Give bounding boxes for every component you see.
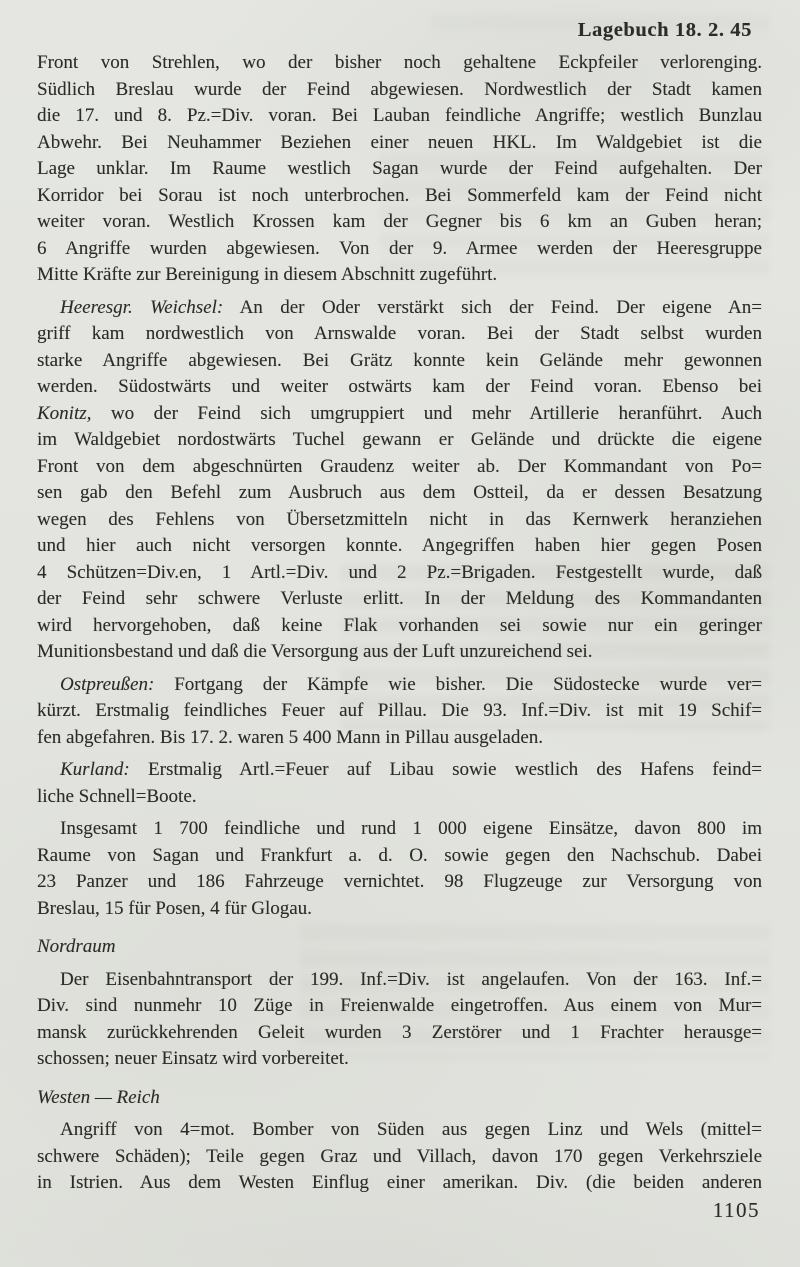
text-line: schwere Schäden); Teile gegen Graz und Villach, davon 170 gegen Verkehrsziele — [37, 1145, 762, 1167]
text-line: Konitz, wo der Feind sich umgruppiert und mehr Artillerie heranführt. Auch — [37, 402, 762, 424]
text-line: der Feind sehr schwere Verluste erlitt. In der Meldung des Kommandanten — [37, 588, 762, 609]
text-line: Westen — Reich — [37, 1086, 160, 1108]
text-line: werden. Südostwärts und weiter ostwärts kam der Feind voran. Ebenso bei — [37, 376, 762, 397]
text-line: liche Schnell=Boote. — [37, 785, 197, 807]
text-line: Front von dem abgeschnürten Graudenz weiter ab. Der Kommandant von Po= — [37, 455, 762, 477]
text-line: Munitionsbestand und daß die Versorgung aus der Luft unzureichend sei. — [37, 641, 593, 662]
text-line: Breslau, 15 für Posen, 4 für Glogau. — [37, 897, 312, 919]
paragraph — [37, 1117, 762, 1197]
text-line: die 17. und 8. Pz.=Div. voran. Bei Lauban feindliche Angriffe; westlich Bunzlau — [37, 105, 762, 126]
text-line: und hier auch nicht versorgen konnte. Angegriffen haben hier gegen Posen — [37, 535, 762, 556]
text-line: Lage unklar. Im Raume westlich Sagan wurde der Feind aufgehalten. Der — [37, 158, 762, 179]
paragraph — [37, 672, 762, 752]
text-line: Abwehr. Bei Neuhammer Beziehen einer neuen HKL. Im Waldgebiet ist die — [37, 131, 762, 153]
running-head-date: Lagebuch 18. 2. 45 — [577, 19, 752, 41]
text-line: Front von Strehlen, wo der bisher noch gehaltene Eckpfeiler verlorenging. — [37, 52, 762, 73]
text-line: starke Angriffe abgewiesen. Bei Grätz konnte kein Gelände mehr gewonnen — [37, 349, 762, 371]
text-line: Angriff von 4=mot. Bomber von Süden aus gegen Linz und Wels (mittel= — [60, 1119, 762, 1140]
text-line: 23 Panzer und 186 Fahrzeuge vernichtet. 98 Flugzeuge zur Versorgung von — [37, 871, 762, 892]
paragraph — [37, 816, 762, 922]
text-line: Insgesamt 1 700 feindliche und rund 1 000 eigene Einsätze, davon 800 im — [60, 818, 762, 839]
paragraph — [37, 967, 762, 1073]
paragraph — [37, 50, 762, 289]
text-line: wird hervorgehoben, daß keine Flak vorhanden sei sowie nur ein geringer — [37, 614, 762, 636]
text-line: im Waldgebiet nordostwärts Tuchel gewann er Gelände und drückte die eigene — [37, 429, 762, 450]
text-line: wegen des Fehlens von Übersetzmitteln nicht in das Kernwerk heranziehen — [37, 508, 762, 530]
text-line: Der Eisenbahntransport der 199. Inf.=Div. ist angelaufen. Von der 163. Inf.= — [60, 968, 762, 990]
text-line: Heeresgr. Weichsel: An der Oder verstärkt sich der Feind. Der eigene An= — [60, 296, 762, 318]
paragraph — [37, 295, 762, 666]
text-line: fen abgefahren. Bis 17. 2. waren 5 400 Mann in Pillau ausgeladen. — [37, 726, 544, 748]
section-heading — [37, 934, 762, 961]
text-line: Mitte Kräfte zur Bereinigung in diesem Abschnitt zugeführt. — [37, 264, 498, 285]
text-line: Kurland: Erstmalig Artl.=Feuer auf Libau sowie westlich des Hafens feind= — [60, 759, 762, 780]
text-line: Raume von Sagan und Frankfurt a. d. O. sowie gegen den Nachschub. Dabei — [37, 844, 762, 866]
text-line: schossen; neuer Einsatz wird vorbereitet. — [37, 1048, 349, 1069]
text-line: Korridor bei Sorau ist noch unterbrochen. Bei Sommerfeld kam der Feind nicht — [37, 184, 762, 206]
text-line: sen gab den Befehl zum Ausbruch aus dem Ostteil, da er dessen Besatzung — [37, 482, 762, 503]
text-line: 4 Schützen=Div.en, 1 Artl.=Div. und 2 Pz.=Brigaden. Festgestellt wurde, daß — [37, 561, 762, 583]
text-line: Div. sind nunmehr 10 Züge in Freienwalde eingetroffen. Aus einem von Mur= — [37, 995, 762, 1016]
text-line: mansk zurückkehrenden Geleit wurden 3 Zerstörer und 1 Frachter herausge= — [37, 1021, 762, 1043]
page-number: 1105 — [712, 1198, 760, 1222]
text-line: 6 Angriffe wurden abgewiesen. Von der 9. Armee werden der Heeresgruppe — [37, 237, 762, 259]
page-text — [37, 50, 762, 1197]
text-line: Nordraum — [37, 936, 116, 957]
text-line: in Istrien. Aus dem Westen Einflug einer amerikan. Div. (die beiden anderen — [37, 1172, 762, 1193]
text-line: weiter voran. Westlich Krossen kam der Gegner bis 6 km an Guben heran; — [37, 211, 762, 232]
text-line: Ostpreußen: Fortgang der Kämpfe wie bisher. Die Südostecke wurde ver= — [60, 673, 762, 695]
text-line: kürzt. Erstmalig feindliches Feuer auf Pillau. Die 93. Inf.=Div. ist mit 19 Schif= — [37, 700, 762, 721]
section-heading — [37, 1085, 762, 1112]
paragraph — [37, 757, 762, 810]
text-line: griff kam nordwestlich von Arnswalde voran. Bei der Stadt selbst wurden — [37, 323, 762, 344]
text-line: Südlich Breslau wurde der Feind abgewiesen. Nordwestlich der Stadt kamen — [37, 78, 762, 100]
